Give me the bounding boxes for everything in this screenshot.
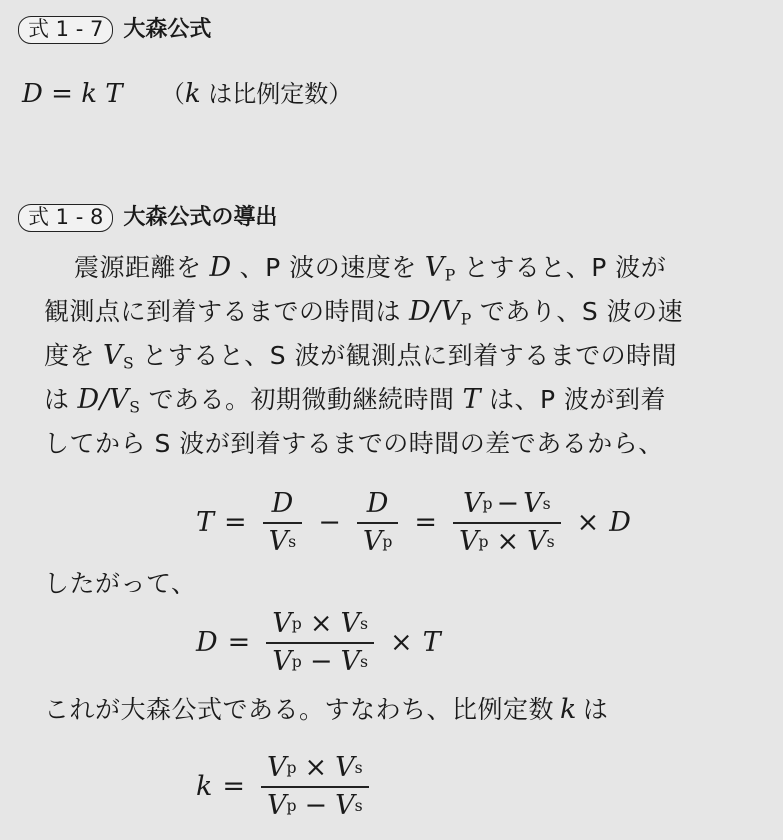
var-V: V	[267, 789, 287, 821]
minus: −	[309, 645, 333, 677]
formula-T: T	[105, 79, 123, 109]
var-text: D/V	[409, 296, 461, 327]
denominator	[357, 524, 399, 560]
eq-D: D	[196, 627, 218, 659]
paragraph-line	[44, 422, 764, 466]
subscript: p	[291, 651, 302, 671]
var-V: V	[340, 645, 360, 677]
numerator: D	[271, 488, 294, 519]
minus: −	[496, 488, 520, 519]
subscript: p	[382, 531, 393, 551]
var-V: V	[335, 789, 355, 821]
formula-D: D	[22, 79, 43, 109]
text: 、P 波の速度を	[239, 253, 417, 282]
times: ×	[496, 525, 520, 557]
eq-times: ×	[389, 627, 413, 659]
eq-times: ×	[576, 507, 600, 539]
section1-title: 大森公式	[123, 17, 212, 42]
times: ×	[309, 608, 333, 639]
note-k: k	[184, 79, 201, 109]
eq-k: k	[196, 771, 213, 803]
equation-T	[196, 486, 631, 560]
numerator	[266, 606, 374, 642]
var-k: k	[560, 694, 577, 725]
var-V: V	[267, 752, 287, 783]
minus: −	[304, 789, 328, 821]
text: であり、S 波の速	[479, 297, 684, 326]
paragraph-line	[44, 246, 764, 290]
text: してから S 波が到着するまでの時間の差であるから、	[44, 429, 664, 458]
var-V: V	[362, 525, 383, 557]
var-T: T	[462, 384, 482, 415]
var-text: D/V	[77, 384, 130, 415]
subscript: S	[129, 397, 141, 417]
text: である。初期微動継続時間	[148, 385, 455, 414]
eq-T: T	[196, 507, 215, 539]
text: 震源距離を	[74, 253, 202, 282]
eq-minus: −	[318, 507, 341, 539]
times: ×	[304, 752, 328, 783]
var-V: V	[424, 252, 445, 283]
var-Vs	[103, 340, 134, 371]
var-D-over-Vs	[78, 384, 141, 415]
text-therefore: したがって、	[44, 569, 197, 598]
text: とすると、P 波が	[463, 253, 667, 282]
var-V: V	[462, 488, 483, 519]
subscript: p	[478, 531, 489, 551]
equation-k	[196, 750, 375, 824]
text: は	[44, 385, 70, 414]
equation-D	[196, 606, 441, 680]
var-V: V	[458, 525, 479, 557]
subscript: p	[286, 795, 297, 815]
note-paren: （	[160, 80, 185, 108]
fraction-D-over-Vp	[357, 486, 399, 560]
subscript: s	[354, 758, 363, 777]
equation-number-badge: 式 1 - 8	[18, 204, 113, 232]
derivation-paragraph	[44, 246, 764, 466]
text: 度を	[44, 341, 96, 370]
var-Vp	[425, 252, 456, 283]
subscript: p	[286, 758, 297, 777]
formula-equals: =	[51, 79, 73, 109]
formula-note	[161, 80, 352, 108]
note-text: は比例定数）	[200, 80, 353, 108]
denominator	[261, 788, 369, 824]
denominator	[263, 524, 303, 560]
eq-equals: =	[227, 627, 251, 659]
subscript: p	[291, 614, 302, 633]
fraction-product-over-difference	[266, 606, 374, 680]
text: は	[582, 695, 609, 724]
formula-k: k	[81, 79, 97, 109]
subscript: P	[444, 265, 456, 285]
paragraph-line	[44, 378, 764, 422]
var-V: V	[340, 608, 360, 639]
var-D: D	[209, 252, 232, 283]
eq-equals: =	[222, 771, 245, 803]
section2-title: 大森公式の導出	[123, 205, 278, 230]
denominator	[266, 644, 374, 680]
numerator	[457, 486, 557, 522]
fraction-D-over-Vs	[263, 486, 303, 560]
subscript: S	[123, 353, 135, 373]
var-V: V	[103, 340, 124, 371]
text: これが大森公式である。すなわち、比例定数	[44, 695, 555, 724]
section2-heading	[18, 200, 277, 232]
numerator: D	[366, 488, 389, 519]
subscript: s	[288, 531, 297, 551]
equation-number-badge: 式 1 - 7	[18, 16, 113, 44]
var-V: V	[268, 525, 289, 557]
text: は、P 波が到着	[489, 385, 667, 414]
var-V: V	[272, 608, 292, 639]
paragraph-line	[44, 334, 764, 378]
subscript: P	[460, 309, 472, 329]
subscript: s	[359, 614, 368, 633]
text: 観測点に到着するまでの時間は	[44, 297, 402, 326]
subscript: s	[359, 651, 368, 671]
text-conclusion	[44, 690, 608, 726]
denominator	[453, 524, 561, 560]
var-D-over-Vp	[409, 296, 472, 327]
eq-D: D	[609, 507, 631, 539]
omori-formula	[22, 74, 352, 109]
eq-equals: =	[414, 507, 437, 539]
fraction-difference	[453, 486, 561, 560]
text: とすると、S 波が観測点に到着するまでの時間	[142, 341, 678, 370]
paragraph-line	[44, 290, 764, 334]
subscript: s	[354, 795, 363, 815]
subscript: s	[542, 494, 551, 513]
eq-equals: =	[224, 507, 247, 539]
numerator	[261, 750, 369, 786]
fraction-product-over-difference	[261, 750, 369, 824]
subscript: p	[482, 494, 493, 513]
section1-heading	[18, 12, 211, 44]
var-V: V	[335, 752, 355, 783]
var-V: V	[527, 525, 547, 557]
var-V: V	[523, 488, 543, 519]
var-V: V	[272, 645, 292, 677]
subscript: s	[546, 531, 555, 551]
eq-T: T	[422, 627, 441, 659]
